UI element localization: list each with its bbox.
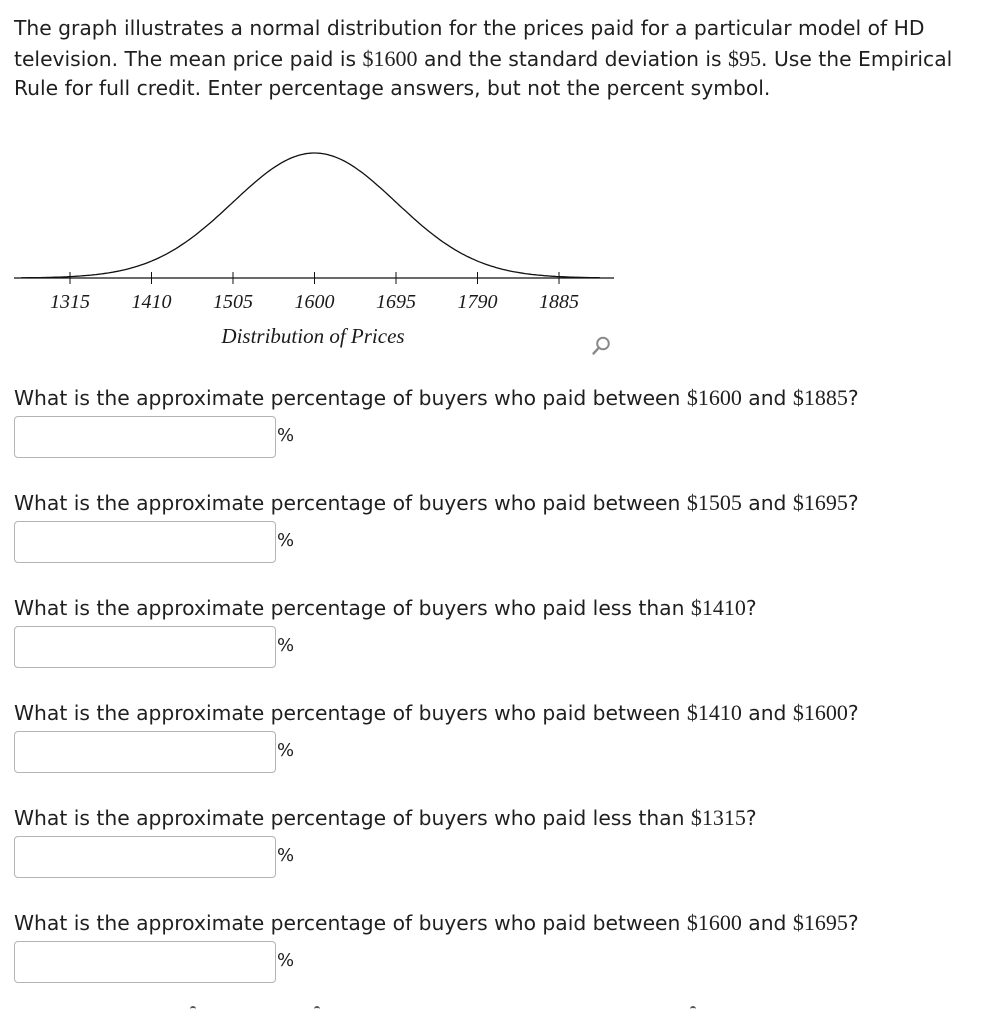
question-mark: ? (745, 596, 757, 620)
intro-line2-a: television. The mean price paid is (14, 46, 363, 71)
question-text (14, 909, 994, 937)
answer-row (14, 520, 994, 564)
percent-unit: % (277, 950, 295, 971)
next-question-edge (314, 1006, 320, 1014)
price-upper: $1695 (792, 490, 848, 515)
question-block (14, 909, 994, 984)
intro-line1: The graph illustrates a normal distribution for the prices paid for a particular model of HD (14, 16, 925, 40)
x-tick-labels (50, 291, 579, 313)
answer-row (14, 625, 994, 669)
answer-row (14, 835, 994, 879)
answer-input[interactable] (14, 941, 276, 983)
question-text (14, 384, 994, 412)
next-question-edge (190, 1006, 196, 1014)
price-lower: $1315 (690, 805, 746, 830)
mean-value: $1600 (362, 45, 418, 71)
price-lower: $1410 (686, 700, 742, 725)
question-text (14, 804, 994, 832)
x-tick-label: 1790 (457, 291, 498, 313)
question-prefix: What is the approximate percentage of buyers who paid between (14, 386, 687, 410)
intro-line2-b: and the standard deviation is (417, 46, 729, 71)
x-tick-label: 1410 (131, 291, 172, 313)
answer-row (14, 940, 994, 984)
answer-input[interactable] (14, 626, 276, 668)
question-block (14, 489, 994, 564)
sd-value: $95 (728, 45, 762, 71)
percent-unit: % (277, 425, 295, 446)
question-conjunction: and (741, 701, 793, 725)
question-mark: ? (847, 386, 859, 410)
question-block (14, 594, 994, 669)
intro-line3: Rule for full credit. Enter percentage answers, but not the percent symbol. (14, 76, 771, 100)
percent-unit: % (277, 845, 295, 866)
x-tick-label: 1600 (294, 291, 335, 313)
question-conjunction: and (741, 386, 793, 410)
problem-statement (14, 14, 989, 104)
question-text (14, 489, 994, 517)
x-tick-label: 1885 (539, 291, 579, 313)
answer-row (14, 730, 994, 774)
answer-row (14, 415, 994, 459)
price-upper: $1600 (792, 700, 848, 725)
magnifier-icon[interactable] (590, 334, 614, 358)
intro-line2-c: . Use the Empirical (761, 46, 953, 71)
answer-input[interactable] (14, 521, 276, 563)
question-mark: ? (847, 701, 859, 725)
x-tick-label: 1315 (50, 291, 90, 313)
question-mark: ? (847, 491, 859, 515)
answer-input[interactable] (14, 836, 276, 878)
answer-input[interactable] (14, 416, 276, 458)
question-mark: ? (745, 806, 757, 830)
question-prefix: What is the approximate percentage of buyers who paid between (14, 491, 687, 515)
price-lower: $1600 (686, 385, 742, 410)
question-block (14, 804, 994, 879)
question-text (14, 594, 994, 622)
question-prefix: What is the approximate percentage of buyers who paid less than (14, 806, 691, 830)
question-prefix: What is the approximate percentage of buyers who paid between (14, 701, 687, 725)
next-question-edge (690, 1006, 696, 1014)
question-conjunction: and (741, 491, 793, 515)
question-block (14, 699, 994, 774)
graph-caption: Distribution of Prices (221, 324, 405, 348)
x-tick-label: 1695 (376, 291, 416, 313)
percent-unit: % (277, 635, 295, 656)
question-block (14, 384, 994, 459)
question-conjunction: and (741, 911, 793, 935)
question-prefix: What is the approximate percentage of buyers who paid less than (14, 596, 691, 620)
normal-distribution-graph (0, 130, 640, 360)
price-lower: $1410 (690, 595, 746, 620)
answer-input[interactable] (14, 731, 276, 773)
question-mark: ? (847, 911, 859, 935)
price-lower: $1505 (686, 490, 742, 515)
percent-unit: % (277, 530, 295, 551)
question-text (14, 699, 994, 727)
x-tick-label: 1505 (213, 291, 253, 313)
price-upper: $1885 (792, 385, 848, 410)
price-upper: $1695 (792, 910, 848, 935)
percent-unit: % (277, 740, 295, 761)
price-lower: $1600 (686, 910, 742, 935)
question-prefix: What is the approximate percentage of buyers who paid between (14, 911, 687, 935)
bell-curve (21, 153, 600, 278)
